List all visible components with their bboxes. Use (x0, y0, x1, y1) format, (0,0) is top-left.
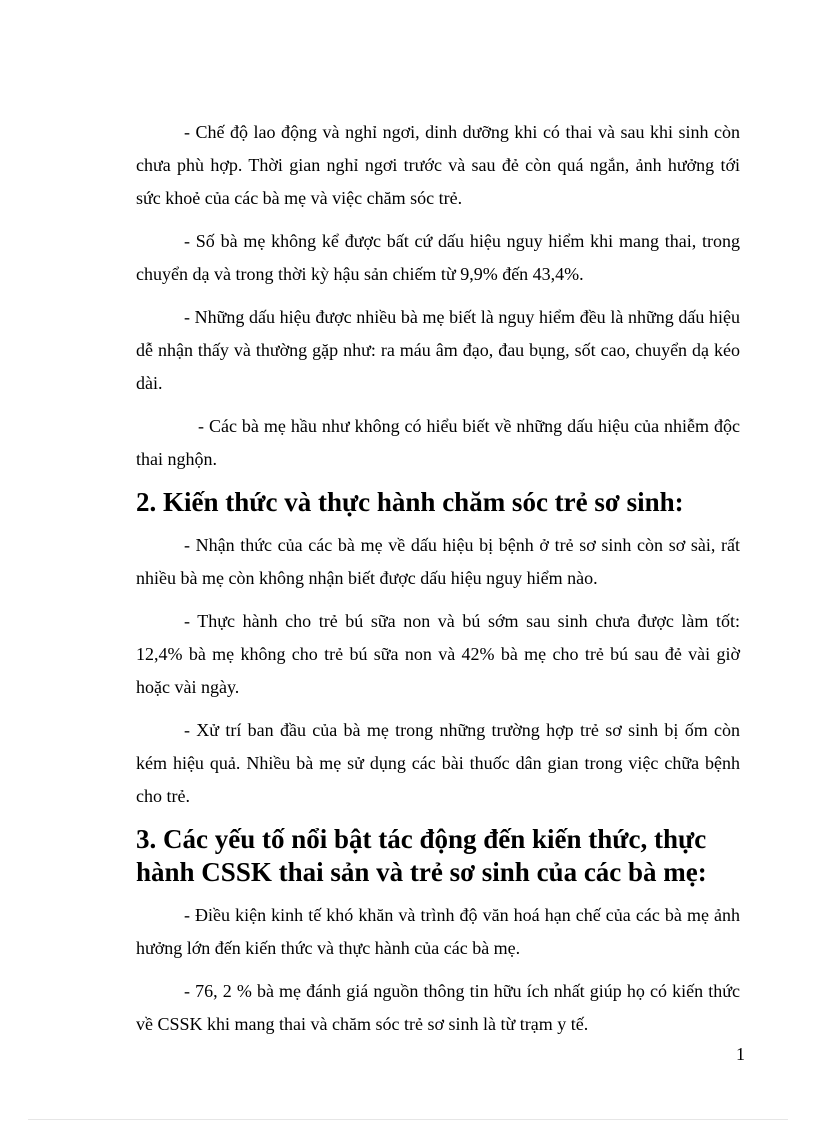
page-number: 1 (736, 1044, 745, 1064)
paragraph-breastfeeding-practice: - Thực hành cho trẻ bú sữa non và bú sớm sau sinh chưa được làm tốt: 12,4% bà mẹ không cho trẻ bú sữa non và 42% bà mẹ cho trẻ bú sau đẻ vài giờ hoặc vài ngày. (136, 611, 740, 697)
paragraph-danger-signs-unknown: - Số bà mẹ không kể được bất cứ dấu hiệu nguy hiểm khi mang thai, trong chuyển dạ và trong thời kỳ hậu sản chiếm từ 9,9% đến 43,4%. (136, 231, 740, 284)
paragraph-newborn-illness-awareness: - Nhận thức của các bà mẹ về dấu hiệu bị bệnh ở trẻ sơ sinh còn sơ sài, rất nhiều bà mẹ còn không nhận biết được dấu hiệu nguy hiểm nào. (136, 535, 740, 588)
paragraph-pregnancy-toxemia: - Các bà mẹ hầu như không có hiểu biết về những dấu hiệu của nhiễm độc thai nghộn. (136, 416, 740, 469)
paragraph-known-danger-signs: - Những dấu hiệu được nhiều bà mẹ biết là nguy hiểm đều là những dấu hiệu dễ nhận thấy và thường gặp như: ra máu âm đạo, đau bụng, sốt cao, chuyển dạ kéo dài. (136, 307, 740, 393)
document-body (136, 116, 740, 1051)
paragraph-information-source: - 76, 2 % bà mẹ đánh giá nguồn thông tin hữu ích nhất giúp họ có kiến thức về CSSK khi mang thai và chăm sóc trẻ sơ sinh là từ trạm y tế. (136, 981, 740, 1034)
paragraph-rest-nutrition: - Chế độ lao động và nghỉ ngơi, dinh dưỡng khi có thai và sau khi sinh còn chưa phù hợp. Thời gian nghỉ ngơi trước và sau đẻ còn quá ngắn, ảnh hưởng tới sức khoẻ của các bà mẹ và việc chăm sóc trẻ. (136, 122, 740, 208)
paragraph-economic-conditions: - Điều kiện kinh tế khó khăn và trình độ văn hoá hạn chế của các bà mẹ ảnh hưởng lớn đến kiến thức và thực hành của các bà mẹ. (136, 905, 740, 958)
section-heading-newborn-care: 2. Kiến thức và thực hành chăm sóc trẻ sơ sinh: (136, 487, 684, 517)
section-heading-influencing-factors: 3. Các yếu tố nổi bật tác động đến kiến thức, thực hành CSSK thai sản và trẻ sơ sinh của các bà mẹ: (136, 824, 707, 887)
page-bottom-divider (28, 1119, 788, 1120)
paragraph-initial-treatment: - Xử trí ban đầu của bà mẹ trong những trường hợp trẻ sơ sinh bị ốm còn kém hiệu quả. Nhiều bà mẹ sử dụng các bài thuốc dân gian trong việc chữa bệnh cho trẻ. (136, 720, 740, 806)
